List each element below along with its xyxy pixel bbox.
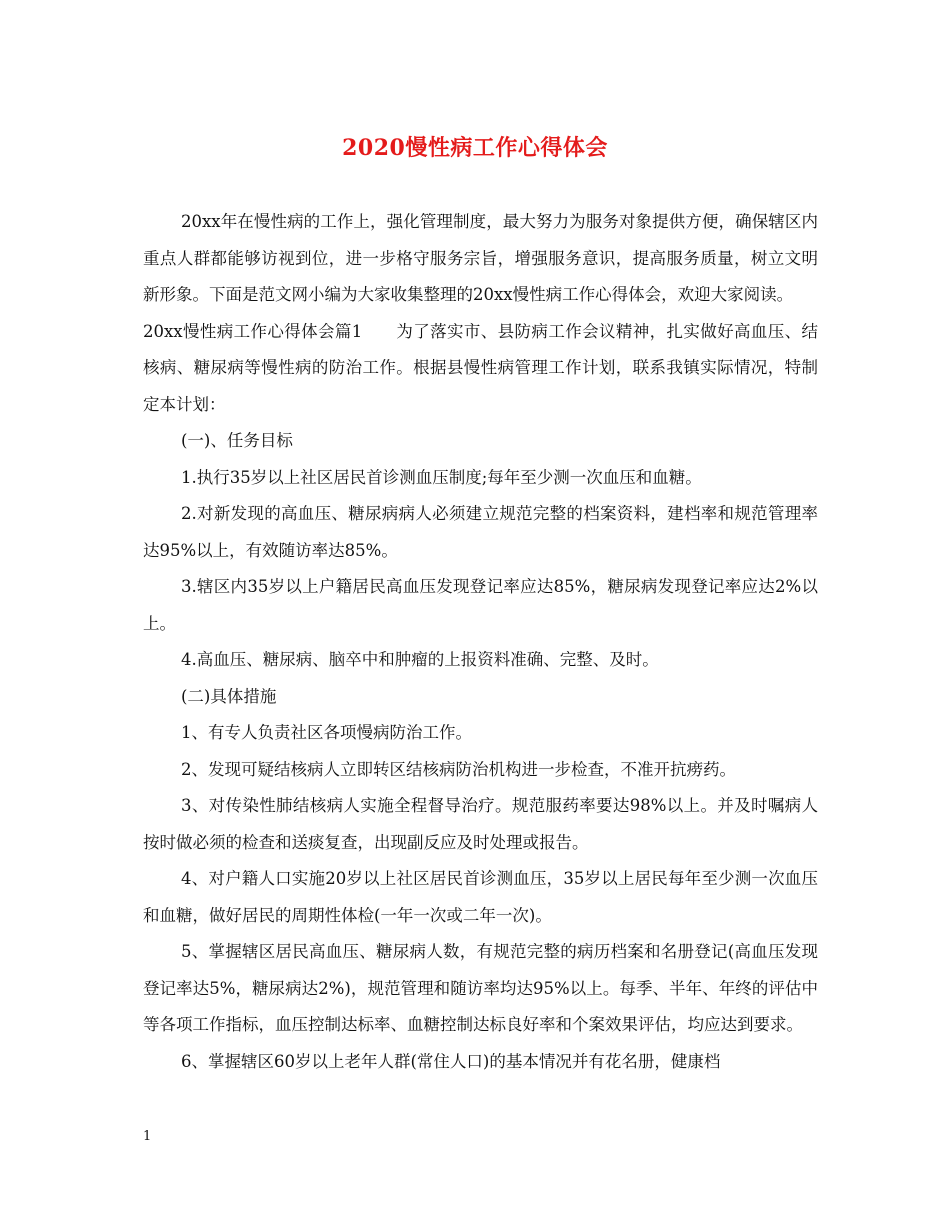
paragraph-goal-4: 4.高血压、糖尿病、脑卒中和肿瘤的上报资料准确、完整、及时。 (181, 650, 659, 669)
page-number: 1 (143, 1129, 152, 1144)
paragraph-measure-6: 6、掌握辖区60岁以上老年人群(常住人口)的基本情况并有花名册，健康档 (181, 1051, 721, 1071)
document-title: 2020慢性病工作心得体会 (342, 135, 608, 161)
paragraph-measure-1: 1、有专人负责社区各项慢病防治工作。 (181, 723, 472, 742)
paragraph-goal-3: 3.辖区内35岁以上户籍居民高血压发现登记率应达85%，糖尿病发现登记率应达2%以上。 (143, 577, 818, 633)
paragraph-measure-2: 2、发现可疑结核病人立即转区结核病防治机构进一步检查，不准开抗痨药。 (181, 759, 736, 779)
paragraph-measures-heading: (二)具体措施 (181, 686, 277, 706)
paragraph-measure-5: 5、掌握辖区居民高血压、糖尿病人数，有规范完整的病历档案和名册登记(高血压发现登记率达5%，糖尿病达2%)，规范管理和随访率均达95%以上。每季、半年、年终的评估中等各项工作指标，血压控制达标率、血糖控制达标良好率和个案效果评估，均应达到要求。 (143, 942, 818, 1034)
paragraph-task-goals-heading: (一)、任务目标 (181, 431, 293, 450)
paragraph-measure-4: 4、对户籍人口实施20岁以上社区居民首诊测血压，35岁以上居民每年至少测一次血压和血糖，做好居民的周期性体检(一年一次或二年一次)。 (143, 869, 818, 925)
paragraph-intro: 20xx年在慢性病的工作上，强化管理制度，最大努力为服务对象提供方便，确保辖区内重点人群都能够访视到位，进一步格守服务宗旨，增强服务意识，提高服务质量，树立文明新形象。下面是范文网小编为大家收集整理的20xx慢性病工作心得体会，欢迎大家阅读。 (143, 212, 818, 304)
paragraph-section-heading: 20xx慢性病工作心得体会篇1 为了落实市、县防病工作会议精神，扎实做好高血压、结核病、糖尿病等慢性病的防治工作。根据县慢性病管理工作计划，联系我镇实际情况，特制定本计划： (143, 321, 818, 414)
document-body (143, 204, 818, 1080)
paragraph-goal-1: 1.执行35岁以上社区居民首诊测血压制度;每年至少测一次血压和血糖。 (181, 467, 702, 487)
paragraph-measure-3: 3、对传染性肺结核病人实施全程督导治疗。规范服药率要达98%以上。并及时嘱病人按时做必须的检查和送痰复查，出现副反应及时处理或报告。 (143, 796, 818, 852)
paragraph-goal-2: 2.对新发现的高血压、糖尿病病人必须建立规范完整的档案资料，建档率和规范管理率达95%以上，有效随访率达85%。 (143, 504, 818, 560)
